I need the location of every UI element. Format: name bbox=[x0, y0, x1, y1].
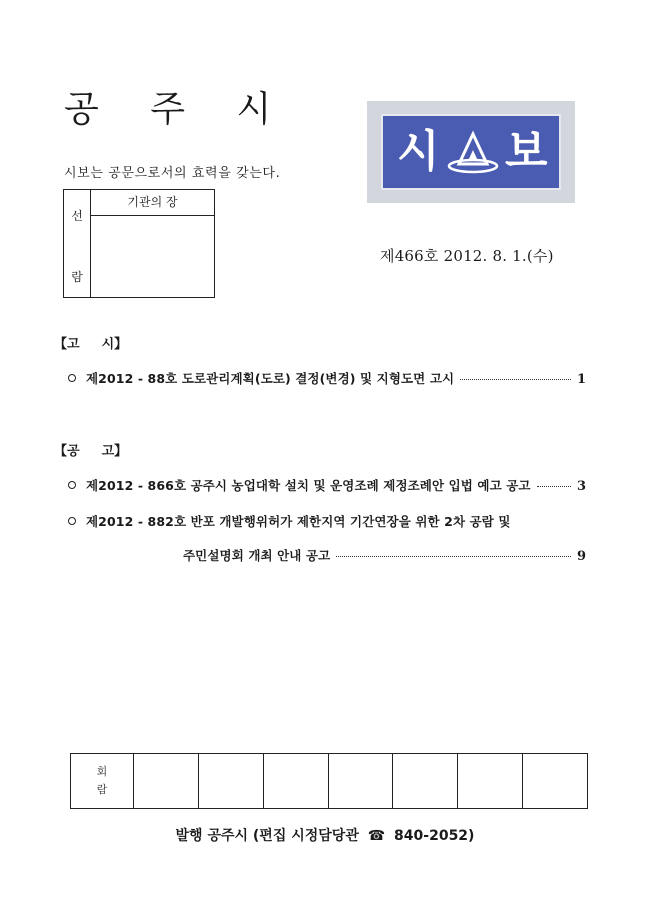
approval-signature-cell bbox=[134, 754, 199, 809]
section-heading-left: 【고 bbox=[54, 337, 80, 352]
approval-signature-cell bbox=[393, 754, 458, 809]
circulation-header: 기관의 장 bbox=[91, 190, 214, 216]
approval-signature-cell bbox=[458, 754, 523, 809]
toc-page-number: 3 bbox=[576, 479, 586, 494]
approval-signature-cell bbox=[263, 754, 328, 809]
section-heading-left: 【공 bbox=[54, 444, 80, 459]
section-heading-right: 시】 bbox=[101, 337, 128, 352]
phone-icon: ☎ bbox=[367, 828, 386, 844]
toc-page-number: 9 bbox=[576, 549, 586, 564]
sibo-logo bbox=[367, 101, 575, 203]
publisher-phone: 840-2052) bbox=[394, 828, 475, 844]
publisher-line bbox=[0, 825, 650, 845]
approval-signature-cell bbox=[198, 754, 263, 809]
approval-signature-cell bbox=[328, 754, 393, 809]
dot-leader bbox=[336, 556, 571, 557]
section-heading-announcement bbox=[54, 440, 127, 459]
toc-item-title: 제2012 - 866호 공주시 농업대학 설치 및 운영조례 제정조례안 입법 예고 공고 bbox=[86, 478, 531, 493]
approval-signature-cell bbox=[523, 754, 588, 809]
triangle-emblem-icon bbox=[447, 128, 499, 180]
approval-label-cell bbox=[71, 754, 134, 809]
toc-item[interactable] bbox=[68, 476, 586, 494]
toc-item[interactable] bbox=[68, 512, 586, 530]
dot-leader bbox=[537, 486, 571, 487]
bullet-icon bbox=[68, 374, 76, 382]
toc-page-number: 1 bbox=[576, 372, 586, 387]
bullet-icon bbox=[68, 481, 76, 489]
logo-char-right: 보 bbox=[505, 126, 548, 177]
logo-char-left: 시 bbox=[397, 126, 440, 177]
toc-item[interactable] bbox=[68, 369, 586, 387]
toc-item-continuation[interactable] bbox=[183, 546, 586, 564]
publisher-text: 발행 공주시 (편집 시정담당관 bbox=[175, 828, 359, 844]
logo-panel bbox=[381, 114, 561, 190]
toc-item-title: 제2012 - 882호 반포 개발행위허가 제한지역 기간연장을 위한 2차 공람 및 bbox=[86, 514, 511, 529]
approval-table bbox=[70, 753, 588, 809]
approval-label-top: 회 bbox=[96, 765, 108, 778]
official-statement: 시보는 공문으로서의 효력을 갖는다. bbox=[64, 166, 281, 181]
circulation-box bbox=[63, 189, 215, 298]
circulation-side-top: 선 bbox=[71, 209, 83, 223]
circulation-side-label bbox=[64, 190, 91, 297]
circulation-side-bottom: 람 bbox=[71, 270, 83, 284]
city-title: 공 주 시 bbox=[64, 89, 292, 130]
dot-leader bbox=[460, 379, 571, 380]
toc-item-title: 제2012 - 88호 도로관리계획(도로) 결정(변경) 및 지형도면 고시 bbox=[86, 371, 455, 386]
section-heading-right: 고】 bbox=[101, 444, 128, 459]
toc-item-title-continued: 주민설명회 개최 안내 공고 bbox=[183, 548, 331, 563]
bullet-icon bbox=[68, 517, 76, 525]
section-heading-notice bbox=[54, 333, 127, 352]
approval-label-bottom: 람 bbox=[96, 783, 108, 796]
issue-number-date: 제466호 2012. 8. 1.(수) bbox=[380, 247, 554, 265]
